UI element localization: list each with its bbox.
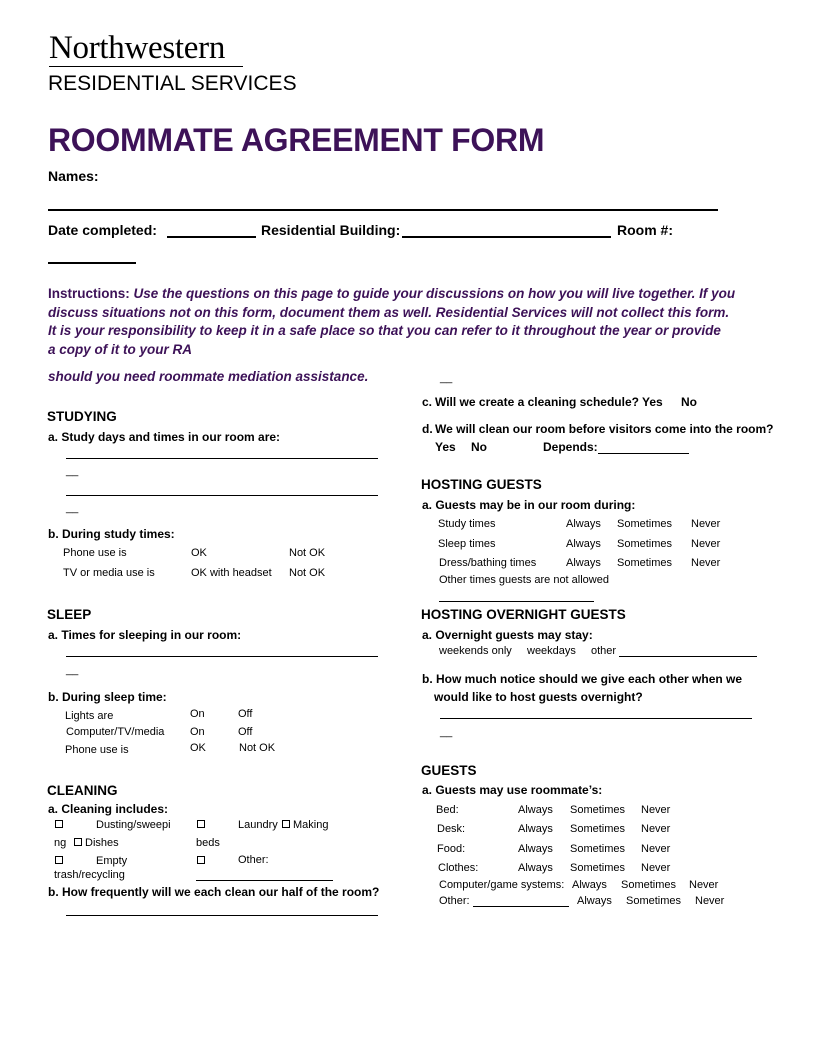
beds-label: beds — [196, 837, 220, 849]
hosting-sleep-always[interactable]: Always — [566, 538, 601, 550]
instructions-line-2 — [48, 305, 729, 320]
instructions-line-1 — [48, 286, 735, 301]
guests-desk-sometimes[interactable]: Sometimes — [570, 823, 626, 835]
date-completed-field[interactable] — [167, 236, 256, 238]
study-tv-not-ok[interactable]: Not OK — [289, 567, 326, 579]
visitors-no[interactable]: No — [471, 440, 487, 454]
overnight-stay-question: a. Overnight guests may stay: — [422, 628, 593, 642]
other-cleaning-checkbox[interactable] — [197, 856, 205, 864]
hosting-study-item: Study times — [438, 518, 496, 530]
guests-bed-never[interactable]: Never — [641, 804, 671, 816]
study-phone-ok[interactable]: OK — [191, 547, 207, 559]
study-tv-ok-headset[interactable]: OK with headset — [191, 567, 272, 579]
making-beds-checkbox[interactable] — [282, 820, 290, 828]
instructions-text-4: a copy of it to your RA — [48, 342, 193, 357]
guests-computer-sometimes[interactable]: Sometimes — [621, 879, 677, 891]
guests-food-never[interactable]: Never — [641, 843, 671, 855]
overnight-heading: HOSTING OVERNIGHT GUESTS — [421, 607, 626, 622]
study-times-question: a. Study days and times in our room are: — [48, 430, 281, 444]
cleaning-frequency-question: b. How frequently will we each clean our half of the room? — [48, 885, 380, 899]
schedule-no[interactable]: No — [681, 395, 697, 409]
sleep-times-cont: __ — [66, 664, 79, 676]
other-times-label: Other times guests are not allowed — [439, 574, 609, 586]
building-label: Residential Building: — [261, 222, 401, 238]
instructions-text-1: Use the questions on this page to guide your discussions on how you will live together. If you — [133, 286, 736, 301]
guests-other-never[interactable]: Never — [695, 895, 725, 907]
date-completed-label: Date completed: — [48, 222, 157, 238]
guests-desk-never[interactable]: Never — [641, 823, 671, 835]
instructions-lead: Instructions: — [48, 286, 130, 301]
dusting-checkbox[interactable] — [55, 820, 63, 828]
notice-question-line-2: would like to host guests overnight? — [434, 690, 643, 704]
guests-clothes-sometimes[interactable]: Sometimes — [570, 862, 626, 874]
department-name: RESIDENTIAL SERVICES — [48, 72, 297, 95]
sleep-heading: SLEEP — [47, 607, 92, 622]
sleep-computer-item: Computer/TV/media — [66, 726, 165, 738]
sleep-computer-off[interactable]: Off — [238, 726, 253, 738]
notice-line[interactable] — [440, 718, 752, 719]
overnight-other-field[interactable] — [619, 656, 757, 657]
sleep-times-question: a. Times for sleeping in our room: — [48, 628, 242, 642]
making-label: Making — [293, 819, 329, 831]
sleep-times-line[interactable] — [66, 656, 378, 657]
study-conduct-question: b. During study times: — [48, 527, 175, 541]
cleaning-frequency-line[interactable] — [66, 915, 378, 916]
hosting-guests-heading: HOSTING GUESTS — [421, 477, 542, 492]
instructions-text-2: discuss situations not on this form, document them as well. Residential Services will not collect this form. — [48, 305, 730, 320]
guests-computer-never[interactable]: Never — [689, 879, 719, 891]
visitors-question-marker: d. — [422, 422, 433, 436]
sleep-lights-off[interactable]: Off — [238, 708, 253, 720]
cleaning-includes-question: a. Cleaning includes: — [48, 802, 169, 816]
trash-label: trash/recycling — [54, 869, 125, 881]
instructions-text-5: should you need roommate mediation assistance. — [48, 369, 369, 384]
instructions-line-5 — [48, 369, 368, 384]
visitors-yes[interactable]: Yes — [435, 440, 456, 454]
dishes-checkbox[interactable] — [74, 838, 82, 846]
guests-food-item: Food: — [437, 843, 466, 855]
overnight-other: other — [591, 645, 617, 657]
hosting-sleep-never[interactable]: Never — [691, 538, 721, 550]
guests-bed-always[interactable]: Always — [518, 804, 553, 816]
instructions-line-4 — [48, 342, 192, 357]
study-phone-not-ok[interactable]: Not OK — [289, 547, 326, 559]
hosting-dress-sometimes[interactable]: Sometimes — [617, 557, 673, 569]
hosting-study-sometimes[interactable]: Sometimes — [617, 518, 673, 530]
logo-wordmark: Northwestern — [49, 30, 226, 66]
visitors-depends: Depends: — [543, 440, 598, 454]
cleaning-heading: CLEANING — [47, 783, 118, 798]
study-times-cont-1: __ — [66, 465, 79, 477]
guests-desk-always[interactable]: Always — [518, 823, 553, 835]
schedule-question-marker: c. — [422, 395, 433, 409]
empty-label: Empty — [96, 855, 128, 867]
sleep-lights-on[interactable]: On — [190, 708, 205, 720]
guests-other-field[interactable] — [473, 906, 569, 907]
study-times-line-2[interactable] — [66, 495, 378, 496]
studying-heading: STUDYING — [47, 409, 117, 424]
guests-use-question: a. Guests may use roommate’s: — [422, 783, 603, 797]
guests-heading: GUESTS — [421, 763, 477, 778]
room-field[interactable] — [48, 262, 136, 264]
overnight-weekdays[interactable]: weekdays — [527, 645, 576, 657]
dishes-label: Dishes — [85, 837, 119, 849]
notice-cont: __ — [440, 726, 453, 738]
laundry-checkbox[interactable] — [197, 820, 205, 828]
guests-bed-item: Bed: — [436, 804, 459, 816]
hosting-dress-always[interactable]: Always — [566, 557, 601, 569]
logo-underline — [49, 66, 243, 67]
page-title: ROOMMATE AGREEMENT FORM — [48, 122, 545, 158]
instructions-text-3: It is your responsibility to keep it in a safe place so that you can refer to it throughout the year or provide — [48, 323, 721, 338]
room-label: Room #: — [617, 222, 673, 238]
guests-computer-item: Computer/game systems: — [439, 879, 565, 891]
hosting-study-never[interactable]: Never — [691, 518, 721, 530]
sleep-phone-item: Phone use is — [65, 744, 129, 756]
guests-computer-always[interactable]: Always — [572, 879, 607, 891]
sleep-conduct-question: b. During sleep time: — [48, 690, 167, 704]
study-phone-item: Phone use is — [63, 547, 127, 559]
instructions-line-3 — [48, 323, 721, 338]
names-field[interactable] — [48, 209, 718, 211]
hosting-dress-never[interactable]: Never — [691, 557, 721, 569]
other-cleaning-field[interactable] — [196, 880, 333, 881]
hosting-dress-item: Dress/bathing times — [439, 557, 537, 569]
hosting-study-always[interactable]: Always — [566, 518, 601, 530]
guests-other-always[interactable]: Always — [577, 895, 612, 907]
hosting-sleep-item: Sleep times — [438, 538, 496, 550]
guests-clothes-item: Clothes: — [438, 862, 479, 874]
study-tv-item: TV or media use is — [63, 567, 155, 579]
study-times-line-1[interactable] — [66, 458, 378, 459]
guests-clothes-always[interactable]: Always — [518, 862, 553, 874]
schedule-yes[interactable]: Yes — [642, 395, 663, 409]
sleep-phone-not-ok[interactable]: Not OK — [239, 742, 276, 754]
guests-other-item: Other: — [439, 895, 470, 907]
guests-food-sometimes[interactable]: Sometimes — [570, 843, 626, 855]
dusting-label: Dusting/sweepi — [96, 819, 171, 831]
sleep-computer-on[interactable]: On — [190, 726, 205, 738]
notice-question-line-1: b. How much notice should we give each other when we — [422, 672, 743, 686]
other-times-field[interactable] — [439, 601, 594, 602]
hosting-sleep-sometimes[interactable]: Sometimes — [617, 538, 673, 550]
cleaning-frequency-cont: __ — [440, 372, 453, 384]
other-cleaning-label: Other: — [238, 854, 269, 866]
visitors-question: We will clean our room before visitors come into the room? — [435, 422, 774, 436]
visitors-depends-field[interactable] — [598, 453, 689, 454]
dusting-label-cont: ng — [54, 837, 67, 849]
laundry-label: Laundry — [238, 819, 278, 831]
guests-clothes-never[interactable]: Never — [641, 862, 671, 874]
overnight-weekends[interactable]: weekends only — [439, 645, 512, 657]
sleep-lights-item: Lights are — [65, 710, 114, 722]
names-label: Names: — [48, 168, 99, 184]
guests-other-sometimes[interactable]: Sometimes — [626, 895, 682, 907]
study-times-cont-2: __ — [66, 502, 79, 514]
guests-desk-item: Desk: — [437, 823, 466, 835]
guests-food-always[interactable]: Always — [518, 843, 553, 855]
guests-bed-sometimes[interactable]: Sometimes — [570, 804, 626, 816]
empty-trash-checkbox[interactable] — [55, 856, 63, 864]
sleep-phone-ok[interactable]: OK — [190, 742, 206, 754]
guests-during-question: a. Guests may be in our room during: — [422, 498, 636, 512]
building-field[interactable] — [402, 236, 611, 238]
schedule-question: Will we create a cleaning schedule? — [435, 395, 639, 409]
